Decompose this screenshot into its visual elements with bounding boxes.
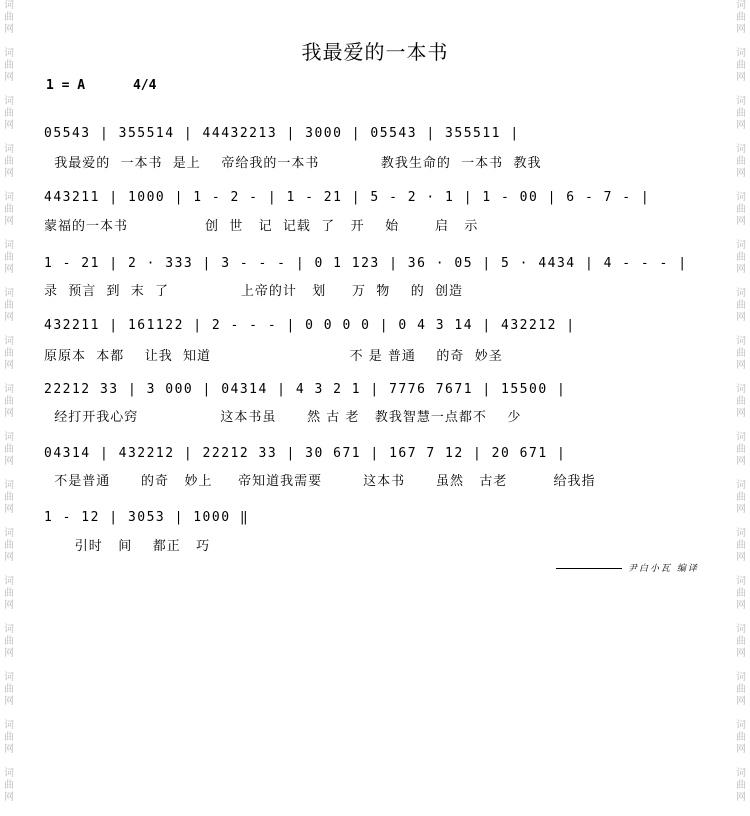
watermark-char: 词: [736, 720, 746, 731]
watermark-gap: [2, 228, 16, 240]
watermark-gap: [2, 708, 16, 720]
watermark-gap: [2, 84, 16, 96]
watermark-char: 词: [4, 144, 14, 155]
watermark-char: 网: [736, 792, 746, 803]
watermark-char: 网: [4, 264, 14, 275]
watermark-char: 网: [4, 552, 14, 563]
watermark-char: 曲: [736, 300, 746, 311]
watermark-char: 曲: [736, 588, 746, 599]
watermark-char: 网: [4, 648, 14, 659]
watermark-char: 网: [4, 72, 14, 83]
watermark-char: 词: [736, 48, 746, 59]
watermark-char: 曲: [4, 108, 14, 119]
watermark-char: 词: [4, 48, 14, 59]
watermark-left: [2, 0, 16, 803]
watermark-char: 词: [736, 576, 746, 587]
watermark-char: 网: [736, 456, 746, 467]
watermark-char: 网: [4, 408, 14, 419]
watermark-char: 网: [736, 360, 746, 371]
watermark-char: 词: [4, 480, 14, 491]
watermark-char: 网: [4, 744, 14, 755]
watermark-char: 曲: [736, 204, 746, 215]
watermark-char: 词: [4, 96, 14, 107]
watermark-char: 词: [4, 720, 14, 731]
watermark-gap: [2, 516, 16, 528]
watermark-char: 词: [736, 480, 746, 491]
watermark-char: 曲: [736, 348, 746, 359]
watermark-char: 曲: [736, 396, 746, 407]
notation-line-6: 04314 | 432212 | 22212 33 | 30 671 | 167 7 12 | 20 671 |: [44, 446, 567, 461]
watermark-char: 词: [4, 384, 14, 395]
watermark-gap: [734, 84, 748, 96]
watermark-char: 曲: [736, 60, 746, 71]
watermark-char: 词: [736, 0, 746, 11]
watermark-char: 词: [736, 768, 746, 779]
watermark-char: 曲: [736, 780, 746, 791]
time-signature: 4/4: [132, 78, 157, 93]
notation-line-3: 1 - 21 | 2 · 333 | 3 - - - | 0 1 123 | 36 · 05 | 5 · 4434 | 4 - - - |: [44, 256, 688, 271]
watermark-char: 词: [736, 384, 746, 395]
watermark-char: 词: [4, 624, 14, 635]
watermark-char: 网: [736, 408, 746, 419]
lyrics-line-2: 蒙福的一本书 创 世 记 记载 了 开 始 启 示: [44, 219, 479, 234]
watermark-char: 网: [736, 744, 746, 755]
watermark-char: 曲: [4, 348, 14, 359]
watermark-char: 词: [736, 144, 746, 155]
notation-line-2: 443211 | 1000 | 1 - 2 - | 1 - 21 | 5 - 2 · 1 | 1 - 00 | 6 - 7 - |: [44, 190, 651, 205]
watermark-char: 词: [4, 576, 14, 587]
watermark-gap: [2, 564, 16, 576]
watermark-char: 网: [4, 504, 14, 515]
watermark-gap: [734, 708, 748, 720]
key-signature: 1 = A: [46, 78, 86, 93]
key-and-time-signature: [46, 78, 156, 93]
watermark-char: 曲: [4, 540, 14, 551]
watermark-char: 网: [4, 24, 14, 35]
watermark-char: 网: [736, 312, 746, 323]
watermark-gap: [2, 660, 16, 672]
watermark-char: 曲: [4, 444, 14, 455]
watermark-char: 网: [4, 120, 14, 131]
watermark-char: 曲: [4, 396, 14, 407]
credit-rule: [556, 568, 622, 569]
watermark-gap: [734, 228, 748, 240]
watermark-char: 网: [736, 216, 746, 227]
watermark-char: 曲: [736, 156, 746, 167]
watermark-gap: [734, 660, 748, 672]
watermark-char: 曲: [736, 12, 746, 23]
watermark-char: 曲: [4, 492, 14, 503]
notation-line-5: 22212 33 | 3 000 | 04314 | 4 3 2 1 | 7776 7671 | 15500 |: [44, 382, 567, 397]
watermark-char: 网: [4, 168, 14, 179]
watermark-gap: [2, 276, 16, 288]
credit-text: 尹白小瓦 编译: [628, 564, 699, 574]
watermark-char: 曲: [736, 108, 746, 119]
watermark-char: 词: [4, 240, 14, 251]
watermark-char: 网: [736, 264, 746, 275]
watermark-char: 词: [4, 288, 14, 299]
watermark-char: 网: [736, 120, 746, 131]
watermark-char: 网: [736, 504, 746, 515]
lyrics-line-6: 不是普通 的奇 妙上 帝知道我需要 这本书 虽然 古老 给我指: [44, 474, 596, 489]
watermark-char: 词: [4, 0, 14, 11]
watermark-gap: [2, 612, 16, 624]
watermark-gap: [2, 756, 16, 768]
lyrics-line-5: 经打开我心窍 这本书虽 然 古 老 教我智慧一点都不 少: [44, 410, 522, 425]
watermark-char: 曲: [736, 252, 746, 263]
watermark-char: 曲: [736, 540, 746, 551]
watermark-gap: [734, 180, 748, 192]
watermark-gap: [2, 420, 16, 432]
notation-line-1: 05543 | 355514 | 44432213 | 3000 | 05543 | 355511 |: [44, 126, 520, 141]
watermark-char: 曲: [4, 732, 14, 743]
watermark-char: 词: [736, 432, 746, 443]
watermark-gap: [734, 132, 748, 144]
watermark-char: 网: [736, 72, 746, 83]
watermark-gap: [734, 612, 748, 624]
watermark-char: 网: [4, 360, 14, 371]
watermark-char: 曲: [4, 636, 14, 647]
watermark-char: 词: [736, 240, 746, 251]
watermark-gap: [734, 324, 748, 336]
watermark-char: 曲: [4, 12, 14, 23]
lyrics-line-4: 原原本 本都 让我 知道 不 是 普通 的奇 妙圣: [44, 349, 503, 364]
watermark-gap: [734, 372, 748, 384]
watermark-right: [734, 0, 748, 803]
watermark-char: 词: [736, 672, 746, 683]
watermark-gap: [2, 468, 16, 480]
song-title: 我最爱的一本书: [301, 40, 449, 64]
notation-line-7: 1 - 12 | 3053 | 1000 ‖: [44, 510, 250, 525]
watermark-char: 词: [4, 432, 14, 443]
watermark-char: 词: [736, 288, 746, 299]
watermark-gap: [734, 276, 748, 288]
watermark-char: 曲: [4, 780, 14, 791]
watermark-gap: [734, 804, 748, 816]
watermark-char: 词: [4, 192, 14, 203]
watermark-char: 网: [736, 696, 746, 707]
watermark-char: 网: [736, 24, 746, 35]
lyrics-line-1: 我最爱的 一本书 是上 帝给我的一本书 教我生命的 一本书 教我: [44, 156, 542, 171]
watermark-gap: [2, 132, 16, 144]
watermark-gap: [734, 564, 748, 576]
watermark-char: 网: [736, 600, 746, 611]
watermark-char: 词: [4, 672, 14, 683]
watermark-gap: [734, 756, 748, 768]
watermark-char: 词: [736, 96, 746, 107]
watermark-char: 曲: [4, 684, 14, 695]
watermark-char: 词: [4, 768, 14, 779]
watermark-char: 曲: [4, 60, 14, 71]
watermark-char: 曲: [736, 444, 746, 455]
watermark-gap: [734, 420, 748, 432]
watermark-char: 曲: [4, 252, 14, 263]
watermark-gap: [734, 468, 748, 480]
notation-line-4: 432211 | 161122 | 2 - - - | 0 0 0 0 | 0 4 3 14 | 432212 |: [44, 318, 576, 333]
lyrics-line-7: 引时 间 都正 巧: [44, 539, 211, 554]
watermark-char: 词: [736, 528, 746, 539]
watermark-char: 曲: [736, 636, 746, 647]
watermark-char: 曲: [4, 588, 14, 599]
watermark-char: 网: [4, 312, 14, 323]
watermark-char: 曲: [4, 156, 14, 167]
watermark-char: 词: [736, 624, 746, 635]
watermark-char: 曲: [736, 732, 746, 743]
watermark-char: 曲: [736, 684, 746, 695]
watermark-gap: [2, 372, 16, 384]
watermark-char: 网: [4, 696, 14, 707]
watermark-gap: [2, 180, 16, 192]
watermark-char: 曲: [736, 492, 746, 503]
watermark-char: 网: [4, 792, 14, 803]
watermark-gap: [2, 324, 16, 336]
watermark-char: 网: [4, 600, 14, 611]
watermark-char: 网: [4, 456, 14, 467]
watermark-char: 曲: [4, 204, 14, 215]
watermark-char: 网: [736, 552, 746, 563]
watermark-char: 网: [736, 648, 746, 659]
watermark-char: 词: [4, 336, 14, 347]
watermark-char: 曲: [4, 300, 14, 311]
watermark-gap: [734, 516, 748, 528]
lyrics-line-3: 录 预言 到 末 了 上帝的计 划 万 物 的 创造: [44, 284, 464, 299]
watermark-char: 词: [4, 528, 14, 539]
watermark-char: 词: [736, 192, 746, 203]
watermark-char: 网: [736, 168, 746, 179]
watermark-gap: [2, 804, 16, 816]
watermark-char: 网: [4, 216, 14, 227]
watermark-char: 词: [736, 336, 746, 347]
